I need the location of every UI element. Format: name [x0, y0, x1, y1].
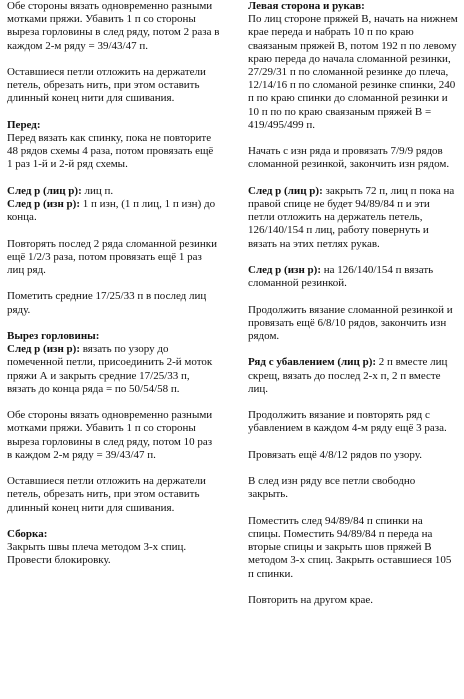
assembly-heading: Сборка: — [7, 527, 48, 540]
paragraph-continue-rib: Продолжить вязание сломанной резинкой и провязать ещё 6/8/10 рядов, закончить изн рядом. — [248, 303, 453, 343]
row-rs-bindoff — [248, 185, 458, 251]
row-label: След р (лиц р): — [248, 184, 323, 197]
sleeve-instructions: По лиц стороне пряжей В, начать на нижнем крае переда и набрать 10 п по краю сваязаным пряжей В, потом 192 п по левому краю переда до начала сломанной резинки, 27/29/31 п по сломанной резинке до плеча, 12/14/16 п по сломаной резинке спинки, 240 п по краю спинки до сломанной резинки и 10 п по по краю сваязаным пряжей В = 419/495/499 п. — [248, 13, 458, 131]
row-label: Ряд с убавлением (лиц р): — [248, 356, 377, 369]
front-heading: Перед: — [7, 118, 41, 131]
row-text: на 126/140/154 п вязать сломанной резинкой. — [248, 264, 434, 290]
row-text: 1 п изн, (1 п лиц, 1 п изн) до конца. — [7, 198, 216, 224]
paragraph-place-stitches: Поместить след 94/89/84 п спинки на спицы. Поместить 94/89/84 п переда на вторые спицы и закрыть шов пряжей В методом 3-х спиц. Закрыть оставшиеся 105 п спинки. — [248, 514, 452, 580]
assembly-instructions: Закрыть швы плеча методом 3-х спиц. Провести блокировку. — [7, 541, 187, 567]
row-label: След р (изн р): — [248, 264, 321, 277]
paragraph-mark-stitches: Пометить средние 17/25/33 п в послед лиц ряду. — [7, 290, 207, 316]
paragraph-both-sides: Обе стороны вязать одновременно разными мотками пряжи. Убавить 1 п со стороны выреза горловины в след ряду, потом 2 раза в каждом 2-м ряду = 39/43/47 п. — [7, 0, 220, 52]
paragraph-repeat-decrease: Продолжить вязание и повторять ряд с убавлением в каждом 4-м ряду ещё 3 раза. — [248, 409, 447, 435]
right-column — [248, 0, 458, 620]
row-text: вязать по узору до помеченной петли, присоединить 2-й моток пряжи А и закрыть средние 17/25/33 п, вязать до конца ряда = по 50/54/58 п. — [7, 343, 213, 395]
row-text: лиц п. — [81, 184, 114, 197]
row-text: закрыть 72 п, лиц п пока на правой спице не будет 94/89/84 п и эти петли отложить на держатель петель, 126/140/154 п лиц, работу повернуть и вязать на этих петлях рукав. — [248, 184, 455, 250]
paragraph-stitches-on-holder-2: Оставшиеся петли отложить на держатели петель, обрезать нить, при этом оставить длинный конец нити для сшивания. — [7, 475, 206, 514]
paragraph-stitches-on-holder: Оставшиеся петли отложить на держатели петель, обрезать нить, при этом оставить длинный конец нити для сшивания. — [7, 66, 206, 105]
paragraph-start-rows: Начать с изн ряда и провязать 7/9/9 рядов сломанной резинкой, закончить изн рядом. — [248, 145, 450, 171]
assembly-section — [7, 528, 220, 568]
row-label: След р (изн р): — [7, 198, 80, 210]
front-instructions: Перед вязать как спинку, пока не повторите 48 рядов схемы 4 раза, потом провязать ещё 1 раз 1-й и 2-й ряд схемы. — [7, 132, 214, 171]
row-rs-knit — [7, 185, 220, 198]
front-section — [7, 119, 220, 172]
paragraph-repeat-rows: Повторять послед 2 ряда сломанной резинки ещё 1/2/3 раза, потом провязать ещё 1 раз лиц ряд. — [7, 237, 218, 276]
neckline-heading: Вырез горловины: — [7, 329, 100, 342]
row-label: След р (изн р): — [7, 343, 80, 356]
paragraph-repeat-other-side: Повторить на другом крае. — [248, 593, 374, 606]
sleeve-heading: Левая сторона и рукав: — [248, 0, 365, 12]
row-decrease — [248, 356, 458, 396]
paragraph-both-sides-2: Обе стороны вязать одновременно разными мотками пряжи. Убавить 1 п со стороны выреза горловины в след ряду, потом 10 раз в каждом 2-м ряду = 39/43/47 п. — [7, 409, 213, 461]
row-ws-purl — [7, 198, 220, 224]
sleeve-section — [248, 0, 458, 132]
left-column — [7, 0, 220, 581]
paragraph-bind-off: В след изн ряду все петли свободно закрыть. — [248, 475, 416, 501]
neckline-section — [7, 330, 220, 396]
paragraph-knit-more: Провязать ещё 4/8/12 рядов по узору. — [248, 448, 422, 461]
row-text: 2 п вместе лиц скрещ, вязать до послед 2-х п, 2 п вместе лиц. — [248, 356, 448, 395]
row-ws-rib — [248, 264, 458, 290]
row-label: След р (лиц р): — [7, 184, 82, 197]
